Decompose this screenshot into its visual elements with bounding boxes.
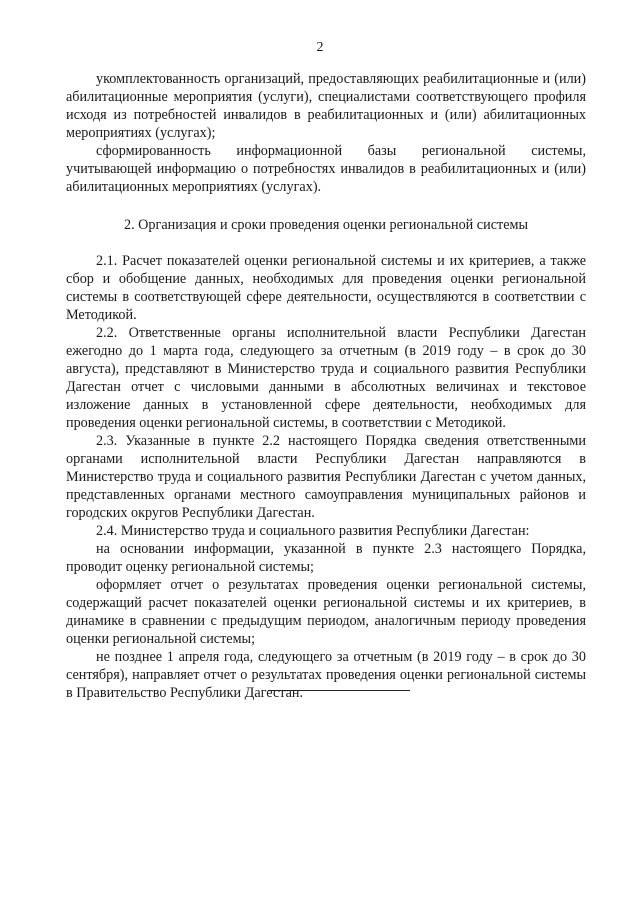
section-heading: 2. Организация и сроки проведения оценки региональной системы [123,217,528,233]
paragraph-2-4: 2.4. Министерство труда и социального развития Республики Дагестан: [96,523,530,539]
document-body [66,70,586,702]
paragraph-2-4-item-2: оформляет отчет о результатах проведения оценки региональной системы, содержащий расчет показателей оценки региональной системы и их критериев, в динамике в сравнении с предыдущим периодом, аналогичным периоду проведения оценки региональной системы; [66,577,586,647]
paragraph-2-3: 2.3. Указанные в пункте 2.2 настоящего Порядка сведения ответственными органами исполнительной власти Республики Дагестан направляются в Министерство труда и социального развития Республики Дагестан с учетом данных, представленных органами местного самоуправления муниципальных районов и городских округов Республики Дагестан. [66,433,586,521]
paragraph-information-base: сформированность информационной базы региональной системы, учитывающей информацию о потребностях инвалидов в реабилитационных и (или) абилитационных мероприятиях (услугах). [66,143,586,195]
paragraph-2-4-item-1: на основании информации, указанной в пункте 2.3 настоящего Порядка, проводит оценку региональной системы; [66,541,586,575]
paragraph-staffing: укомплектованность организаций, предоставляющих реабилитационные и (или) абилитационные мероприятия (услуги), специалистами соответствующего профиля исходя из потребностей инвалидов в реабилитационных и (или) абилитационных мероприятиях (услугах); [66,71,586,141]
page-number: 2 [316,40,324,55]
paragraph-2-2: 2.2. Ответственные органы исполнительной власти Республики Дагестан ежегодно до 1 марта года, следующего за отчетным (в 2019 году – в срок до 30 августа), представляют в Министерство труда и социального развития Республики Дагестан отчет с числовыми данными в абсолютных величинах и текстовое изложение данных в установленной сфере деятельности, необходимых для проведения оценки региональной системы, в соответствии с Методикой. [66,325,586,431]
end-of-document-rule [268,690,410,691]
paragraph-2-1: 2.1. Расчет показателей оценки региональной системы и их критериев, а также сбор и обобщение данных, необходимых для проведения оценки региональной системы в соответствующей сфере деятельности, осуществляются в соответствии с Методикой. [66,253,586,323]
paragraph-2-4-item-3: не позднее 1 апреля года, следующего за отчетным (в 2019 году – в срок до 30 сентября), направляет отчет о результатах проведения оценки региональной системы в Правительство Республики Дагестан. [66,649,586,701]
